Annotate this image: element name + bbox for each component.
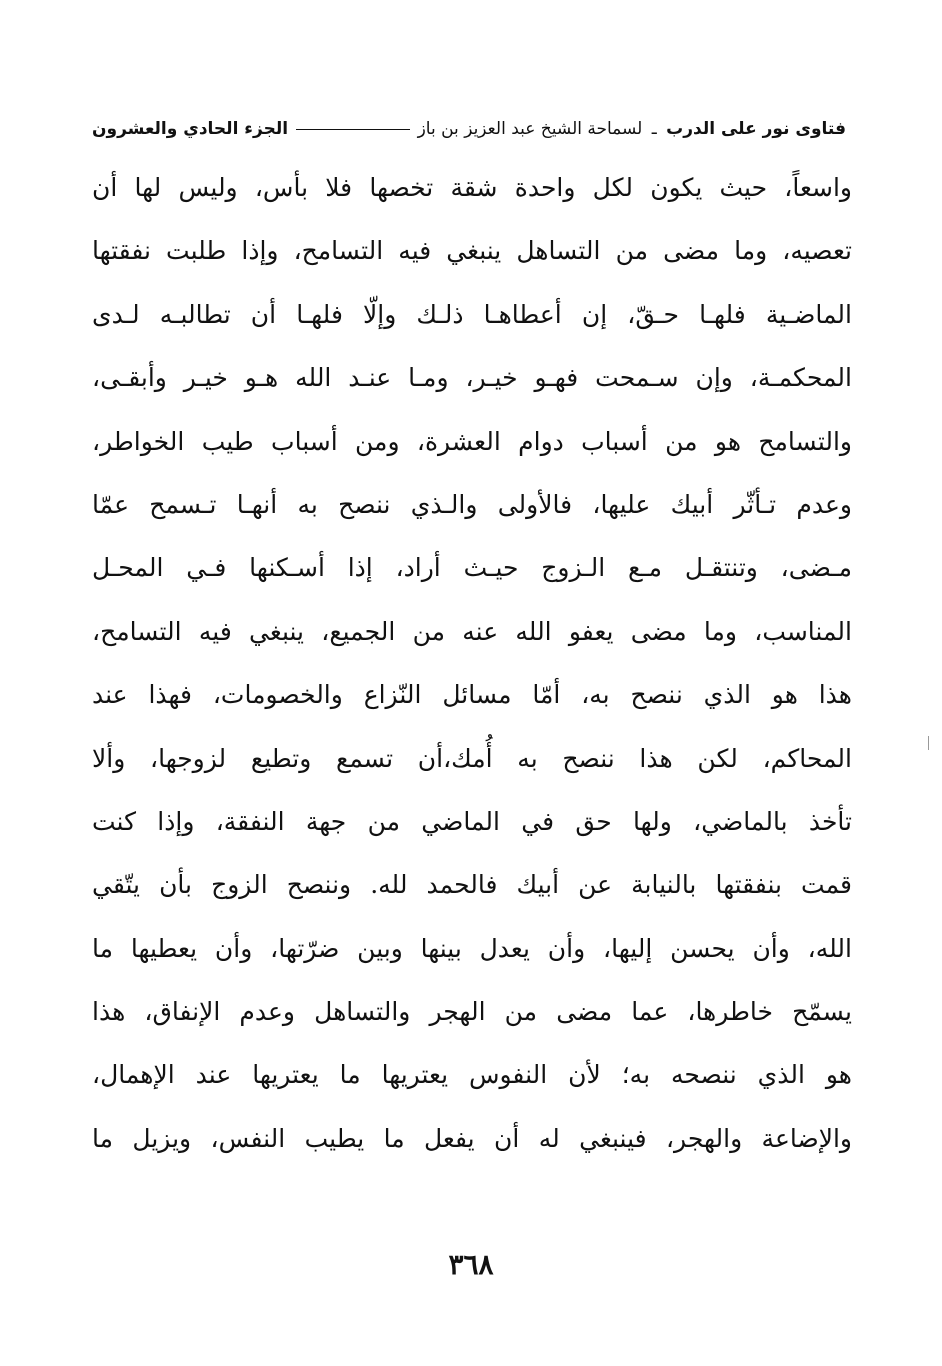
scan-margin-mark (928, 736, 929, 750)
text-line: الماضـية فلهـا حـقّ، إن أعطاهـا ذلـك وإلّا فلهـا أن تطالبـه لـدى (92, 299, 852, 329)
header-book-and-author (418, 119, 846, 139)
text-line: تعصيه، وما مضى من التساهل ينبغي فيه التسامح، وإذا طلبت نفقتها (92, 236, 852, 266)
text-line: والإضاعة والهجر، فينبغي له أن يفعل ما يطيب النفس، ويزيل ما (92, 1123, 852, 1153)
body-text (92, 156, 852, 1170)
header-book-title: فتاوى نور على الدرب (666, 119, 846, 139)
text-line: مـضى، وتنتقـل مـع الـزوج حيـث أراد، إذا أسـكنها فـي المحـل (92, 553, 852, 583)
header-separator: ـ (651, 119, 657, 139)
text-line: المناسب، وما مضى يعفو الله عنه من الجميع، ينبغي فيه التسامح، (92, 616, 852, 646)
text-line: تأخذ بالماضي، ولها حق في الماضي من جهة النفقة، وإذا كنت (92, 806, 852, 836)
header-part-title: الجزء الحادي والعشرون (92, 119, 289, 139)
text-line: وعدم تـأثّر أبيك عليها، فالأولى والـذي ننصح به أنهـا تـسمح عمّا (92, 489, 852, 519)
text-line: المحكمـة، وإن سـمحت فهـو خيـر، ومـا عنـد الله هـو خيـر وأبقـى، (92, 363, 852, 393)
text-line: يسمّح خاطرها، عما مضى من الهجر والتساهل وعدم الإنفاق، هذا (92, 997, 852, 1027)
text-line: قمت بنفقتها بالنيابة عن أبيك فالحمد لله. وننصح الزوج بأن يتّقي (92, 870, 852, 900)
header-rule (296, 129, 410, 130)
text-line: هو الذي ننصحه به؛ لأن النفوس يعتريها ما يعتريها عند الإهمال، (92, 1060, 852, 1090)
running-header (92, 112, 846, 146)
text-line: والتسامح هو من أسباب دوام العشرة، ومن أسباب طيب الخواطر، (92, 426, 852, 456)
text-line: هذا هو الذي ننصح به، أمّا مسائل النّزاع والخصومات، فهذا عند (92, 680, 852, 710)
text-line: الله، وأن يحسن إليها، وأن يعدل بينها وبين ضرّتها، وأن يعطيها ما (92, 933, 852, 963)
text-line: المحاكم، لكن هذا ننصح به أُمك،أن تسمع وتطيع لزوجها، وألا (92, 743, 852, 773)
text-line: واسعاً، حيث يكون لكل واحدة شقة تخصها فلا بأس، وليس لها أن (92, 173, 852, 202)
header-author: لسماحة الشيخ عبد العزيز بن باز (417, 119, 643, 139)
page-number: ٣٦٨ (448, 1248, 494, 1281)
